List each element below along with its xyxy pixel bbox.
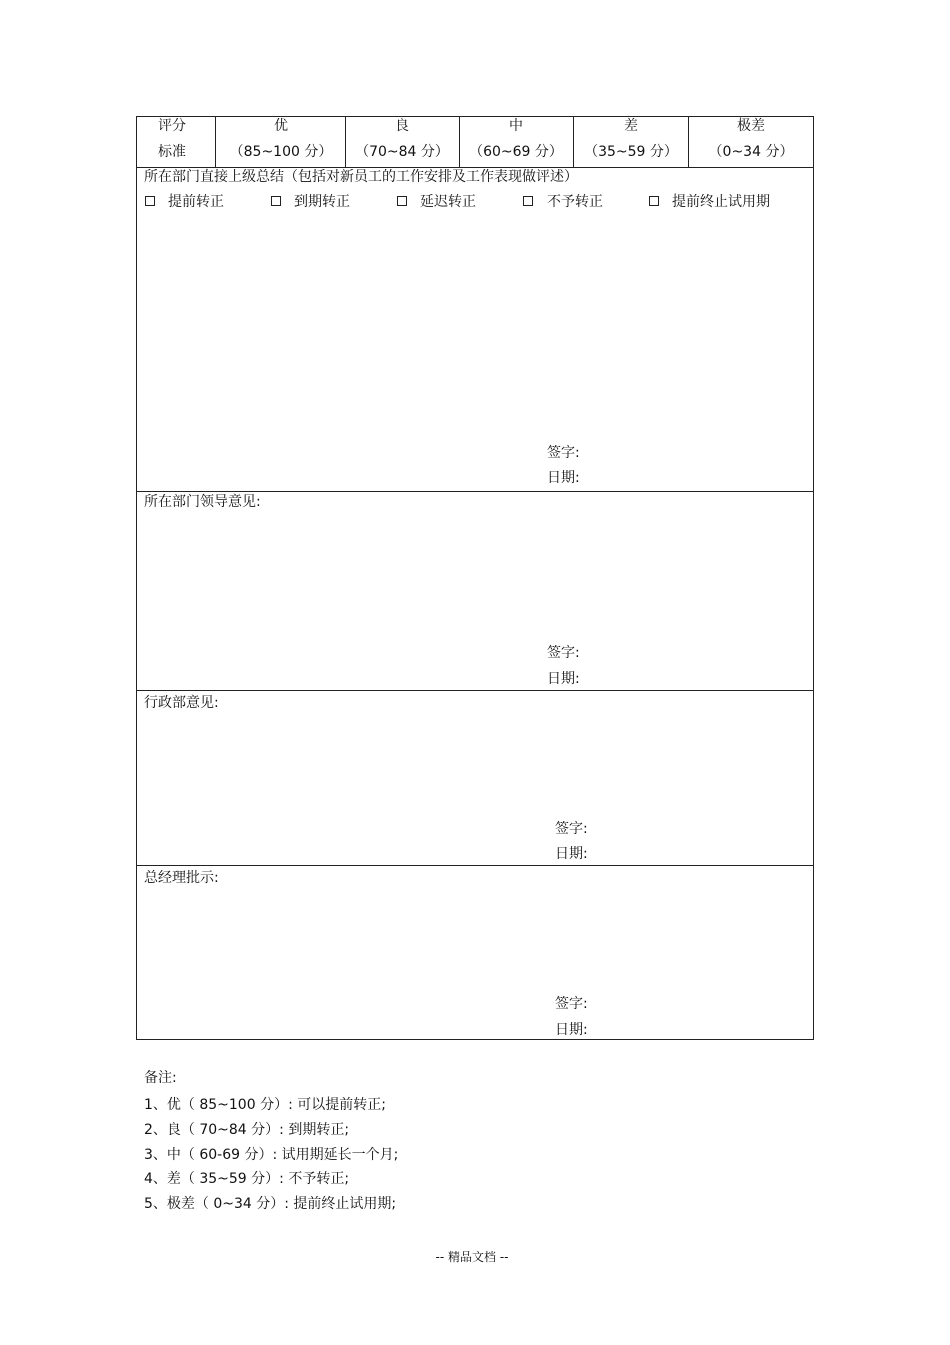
grade-average-name: 中 bbox=[509, 118, 523, 134]
notes-title: 备注: bbox=[144, 1070, 177, 1086]
note-item: 2、良（ 70~84 分）: 到期转正; bbox=[144, 1122, 350, 1138]
grade-very-poor-range: （0~34 分） bbox=[708, 144, 794, 160]
rating-label-line2: 标准 bbox=[158, 144, 186, 160]
grade-very-poor-name: 极差 bbox=[737, 118, 765, 134]
grade-average-range: （60~69 分） bbox=[469, 144, 563, 160]
option-label: 到期转正 bbox=[294, 194, 350, 210]
table-divider bbox=[459, 116, 460, 168]
table-border-left bbox=[136, 116, 137, 1040]
table-divider bbox=[136, 865, 814, 866]
supervisor-section-title: 所在部门直接上级总结（包括对新员工的工作安排及工作表现做评述） bbox=[144, 169, 578, 185]
grade-excellent-range: （85~100 分） bbox=[229, 144, 333, 160]
table-divider bbox=[136, 491, 814, 492]
checkbox-icon[interactable] bbox=[397, 196, 407, 206]
admin-section-title: 行政部意见: bbox=[144, 695, 219, 711]
supervisor-sign-label: 签字: bbox=[547, 445, 580, 461]
table-divider bbox=[688, 116, 689, 168]
option-label: 不予转正 bbox=[547, 194, 603, 210]
table-border-bottom bbox=[136, 1039, 814, 1040]
rating-label-line1: 评分 bbox=[158, 118, 186, 134]
table-border-top bbox=[136, 116, 814, 117]
gm-section-title: 总经理批示: bbox=[144, 870, 219, 886]
grade-good-name: 良 bbox=[395, 118, 409, 134]
supervisor-date-label: 日期: bbox=[547, 470, 580, 486]
table-divider bbox=[136, 167, 814, 168]
table-border-right bbox=[813, 116, 814, 1040]
gm-date-label: 日期: bbox=[555, 1022, 588, 1038]
checkbox-icon[interactable] bbox=[145, 196, 155, 206]
grade-excellent-name: 优 bbox=[274, 118, 288, 134]
note-item: 3、中（ 60-69 分）: 试用期延长一个月; bbox=[144, 1147, 399, 1163]
option-label: 提前转正 bbox=[168, 194, 224, 210]
page-footer: -- 精品文档 -- bbox=[435, 1250, 509, 1264]
checkbox-icon[interactable] bbox=[649, 196, 659, 206]
evaluation-form-table bbox=[136, 116, 814, 1040]
table-divider bbox=[573, 116, 574, 168]
option-label: 延迟转正 bbox=[420, 194, 476, 210]
gm-sign-label: 签字: bbox=[555, 996, 588, 1012]
table-divider bbox=[136, 690, 814, 691]
admin-date-label: 日期: bbox=[555, 846, 588, 862]
grade-poor-name: 差 bbox=[624, 118, 638, 134]
grade-good-range: （70~84 分） bbox=[355, 144, 449, 160]
dept-leader-section-title: 所在部门领导意见: bbox=[144, 494, 261, 510]
checkbox-icon[interactable] bbox=[523, 196, 533, 206]
table-divider bbox=[215, 116, 216, 168]
note-item: 4、差（ 35~59 分）: 不予转正; bbox=[144, 1171, 350, 1187]
dept-leader-sign-label: 签字: bbox=[547, 645, 580, 661]
dept-leader-date-label: 日期: bbox=[547, 671, 580, 687]
note-item: 1、优（ 85~100 分）: 可以提前转正; bbox=[144, 1097, 386, 1113]
note-item: 5、极差（ 0~34 分）: 提前终止试用期; bbox=[144, 1196, 397, 1212]
admin-sign-label: 签字: bbox=[555, 821, 588, 837]
grade-poor-range: （35~59 分） bbox=[584, 144, 678, 160]
option-label: 提前终止试用期 bbox=[672, 194, 770, 210]
checkbox-icon[interactable] bbox=[271, 196, 281, 206]
table-divider bbox=[345, 116, 346, 168]
